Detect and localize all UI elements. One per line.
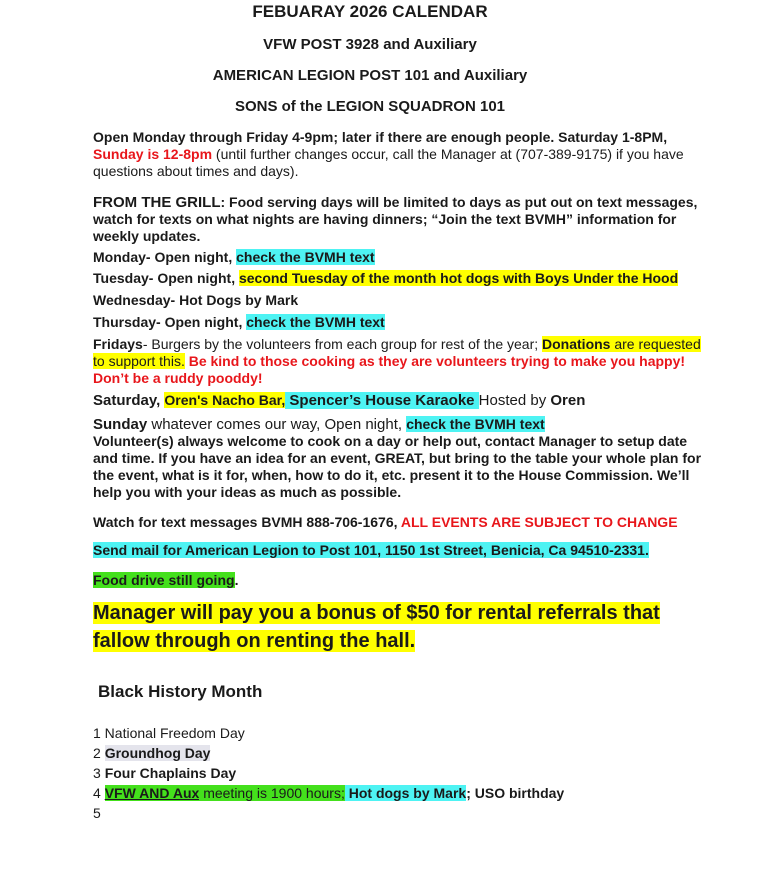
watch-red: ALL EVENTS ARE SUBJECT TO CHANGE [400, 514, 678, 530]
day-4-vfw: VFW AND Aux [104, 785, 200, 801]
friday-text: - Burgers by the volunteers from each group for rest of the year; [142, 336, 543, 352]
page-title: FEBUARAY 2026 CALENDAR [252, 2, 488, 21]
friday-donations: Donations [542, 336, 611, 352]
volunteer-paragraph: Volunteer(s) always welcome to cook on a day or help out, contact Manager to setup date and time. If you have an idea for an event, GREAT, but bring to the table your whole plan for the event, what is it for, when, how to do it, etc. present it to the House Commission. We’ll help you with your ideas as much as possible. [93, 433, 702, 500]
hours-sunday: Sunday is 12-8pm [93, 146, 213, 162]
monday-line [93, 249, 708, 266]
grill-text: : Food serving days will be limited to days as put out on text messages, watch for texts on what nights are having dinners; “Join the text BVMH” information for weekly updates. [93, 194, 698, 244]
saturday-karaoke: Spencer’s House Karaoke [285, 392, 479, 409]
hours-paragraph [93, 129, 708, 180]
thursday-highlight: check the BVMH text [246, 314, 385, 330]
grill-heading: FROM THE GRILL [93, 194, 221, 211]
grill-paragraph [93, 194, 708, 245]
day-4-meeting: meeting is 1900 hours; [199, 785, 345, 801]
saturday-oren: Oren [550, 392, 586, 409]
sunday-label: Sunday [93, 416, 148, 433]
day-4-uso: ; USO birthday [466, 785, 565, 801]
org-vfw: VFW POST 3928 and Auxiliary [263, 36, 477, 53]
friday-donations-rest: are requested to support this. [93, 336, 701, 369]
day-2-text: Groundhog Day [104, 745, 211, 761]
sunday-line [93, 415, 708, 434]
day-1 [93, 725, 245, 742]
org-legion: AMERICAN LEGION POST 101 and Auxiliary [212, 67, 528, 84]
day-1-num: 1 [93, 725, 101, 741]
food-drive-end: . [234, 572, 239, 588]
thursday-label: Thursday- Open night, [93, 314, 247, 330]
watch-line [93, 514, 733, 531]
monday-label: Monday- Open night, [93, 249, 237, 265]
hours-rest: (until further changes occur, call the Manager at (707-389-9175) if you have questions about times and days). [93, 146, 684, 179]
day-2 [93, 745, 210, 762]
sunday-highlight: check the BVMH text [406, 416, 545, 432]
hours-bold: Open Monday through Friday 4-9pm; later if there are enough people. Saturday 1-8PM, [93, 129, 668, 145]
saturday-hosted: Hosted by [478, 392, 551, 409]
tuesday-highlight: second Tuesday of the month hot dogs with Boys Under the Hood [238, 270, 679, 286]
bonus-highlight: Manager will pay you a bonus of $50 for rental referrals that fallow through on renting the hall. [93, 602, 660, 652]
wednesday-label: Wednesday- Hot Dogs by Mark [93, 292, 299, 308]
day-5-num: 5 [93, 805, 101, 821]
friday-paragraph [93, 336, 708, 387]
food-drive-highlight: Food drive still going [93, 572, 235, 588]
friday-label: Fridays [93, 336, 143, 352]
wednesday-line [93, 292, 708, 309]
org-sons: SONS of the LEGION SQUADRON 101 [234, 98, 506, 115]
tuesday-line [93, 270, 733, 287]
saturday-nacho: Oren's Nacho Bar, [164, 392, 286, 408]
day-4 [93, 785, 693, 802]
month-heading: Black History Month [98, 682, 263, 701]
day-4-num: 4 [93, 785, 101, 801]
tuesday-label: Tuesday- Open night, [93, 270, 239, 286]
mail-line [93, 542, 733, 559]
day-3 [93, 765, 236, 782]
food-drive-line [93, 572, 708, 589]
saturday-line [93, 391, 708, 410]
sunday-text: whatever comes our way, Open night, [147, 416, 407, 433]
saturday-label: Saturday, [93, 392, 165, 409]
monday-highlight: check the BVMH text [236, 249, 375, 265]
day-1-text: National Freedom Day [100, 725, 245, 741]
day-4-hotdogs: Hot dogs by Mark [344, 785, 467, 801]
watch-text: Watch for text messages BVMH 888-706-1676, [93, 514, 401, 530]
mail-highlight: Send mail for American Legion to Post 101, 1150 1st Street, Benicia, Ca 94510-2331. [93, 542, 649, 558]
day-3-num: 3 [93, 765, 101, 781]
day-5 [93, 805, 101, 822]
bonus-notice [93, 599, 693, 655]
day-2-num: 2 [93, 745, 101, 761]
friday-red-note: Be kind to those cooking as they are volunteers trying to make you happy! Don’t be a ruddy pooddy! [93, 353, 686, 386]
thursday-line [93, 314, 708, 331]
day-3-text: Four Chaplains Day [104, 765, 237, 781]
